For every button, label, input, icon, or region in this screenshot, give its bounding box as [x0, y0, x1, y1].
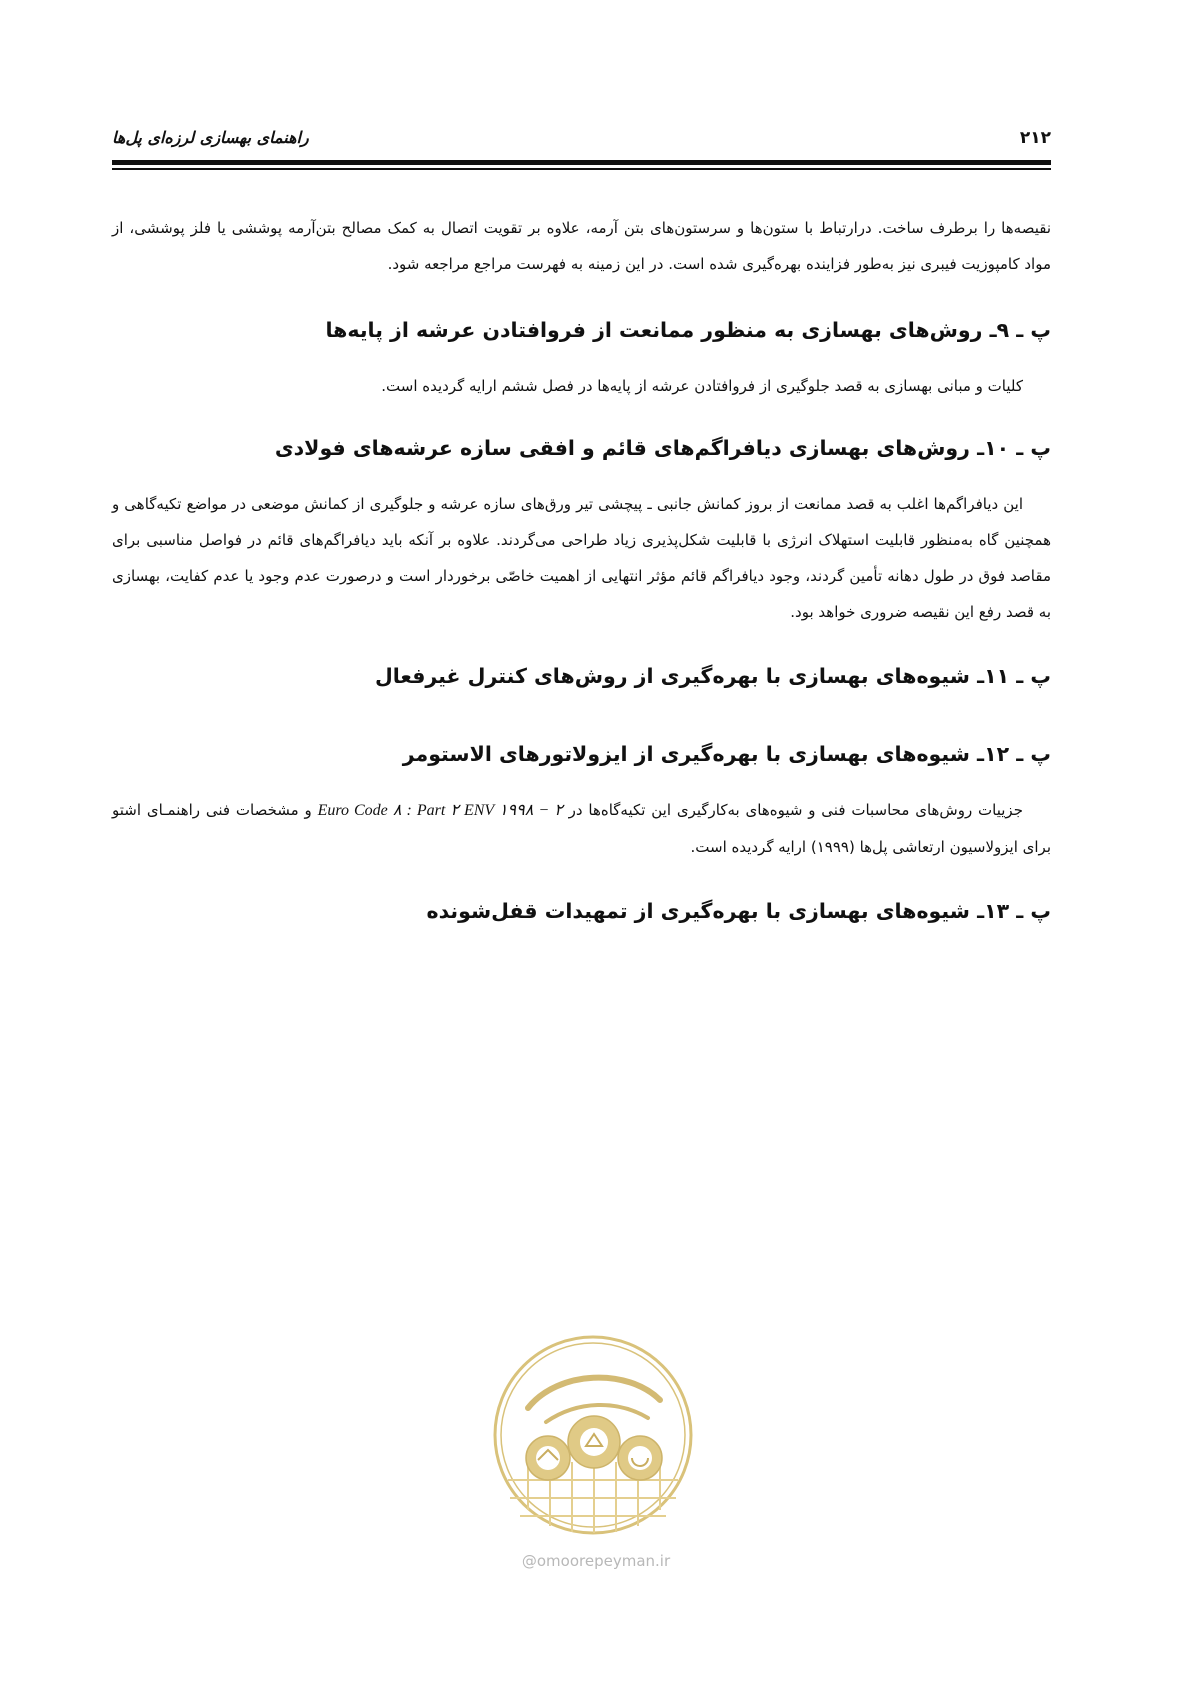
page-number: ۲۱۲	[1019, 128, 1051, 148]
section-body-12-before: جزییات روش‌های محاسبات فنی و شیوه‌های به‌کارگیری این تکیه‌گاه‌ها در	[568, 801, 1023, 819]
book-title: راهنمای بهسازی لرزه‌ای پل‌ها	[112, 128, 309, 147]
section-heading-9: پ ـ ۹ـ روش‌های بهسازی به منظور ممانعت از فروافتادن عرشه از پایه‌ها	[325, 318, 1051, 342]
section-heading-12: پ ـ ۱۲ـ شیوه‌های بهسازی با بهره‌گیری از ایزولاتورهای الاستومر	[402, 742, 1051, 766]
page-header	[112, 128, 1051, 154]
intro-paragraph: نقیصه‌ها را برطرف ساخت. درارتباط با ستون‌ها و سرستون‌های بتن آرمه، علاوه بر تقویت اتصال به کمک مصالح بتن‌آرمه پوششی یا فلز پوششی، از مواد کامپوزیت فیبری نیز به‌طور فزاینده بهره‌گیری شده است. در این زمینه به فهرست مراجع مراجعه شود.	[112, 219, 1051, 273]
watermark-seal-icon	[488, 1330, 698, 1540]
section-body-12-after: و مشخصات فنی راهنمـای اشتو برای ایزولاسیون ارتعاشی پل‌ها (۱۹۹۹) ارایه گردیده است.	[112, 801, 1051, 856]
header-rule-thick	[112, 160, 1051, 165]
section-body-12	[112, 792, 1051, 865]
section-body-10: این دیافراگم‌ها اغلب به قصد ممانعت از بروز کمانش جانبی ـ پیچشی تیر ورق‌های سازه عرشه و جلوگیری از کمانش موضعی در مواضع تکیه‌گاهی و همچنین گاه به‌منظور قابلیت استهلاک انرژی با قابلیت شکل‌پذیری زیاد طراحی می‌گردند. علاوه بر آنکه باید دیافراگم‌های قائم در فواصل مناسبی برای مقاصد فوق در طول دهانه تأمین گردند، وجود دیافراگم قائم مؤثر انتهایی از اهمیت خاصّی برخوردار است و درصورت عدم وجود یا عدم کفایت، بهسازی به قصد رفع این نقیصه ضروری خواهد بود.	[112, 495, 1051, 621]
watermark-url: @omoorepeyman.ir	[521, 1552, 671, 1570]
section-heading-10: پ ـ ۱۰ـ روش‌های بهسازی دیافراگم‌های قائم و افقی سازه عرشه‌های فولادی	[274, 436, 1051, 460]
header-rule-thin	[112, 168, 1051, 170]
section-heading-13: پ ـ ۱۳ـ شیوه‌های بهسازی با بهره‌گیری از تمهیدات قفل‌شونده	[426, 899, 1051, 923]
page-content	[112, 210, 1051, 929]
section-body-9: کلیات و مبانی بهسازی به قصد جلوگیری از فروافتادن عرشه از پایه‌ها در فصل ششم ارایه گردیده است.	[381, 377, 1023, 395]
eurocode-reference: Euro Code ۸ : Part ۲ ENV ۱۹۹۸ − ۲	[317, 802, 563, 819]
section-heading-11: پ ـ ۱۱ـ شیوه‌های بهسازی با بهره‌گیری از روش‌های کنترل غیرفعال	[374, 664, 1051, 688]
watermark-logo	[488, 1330, 698, 1540]
